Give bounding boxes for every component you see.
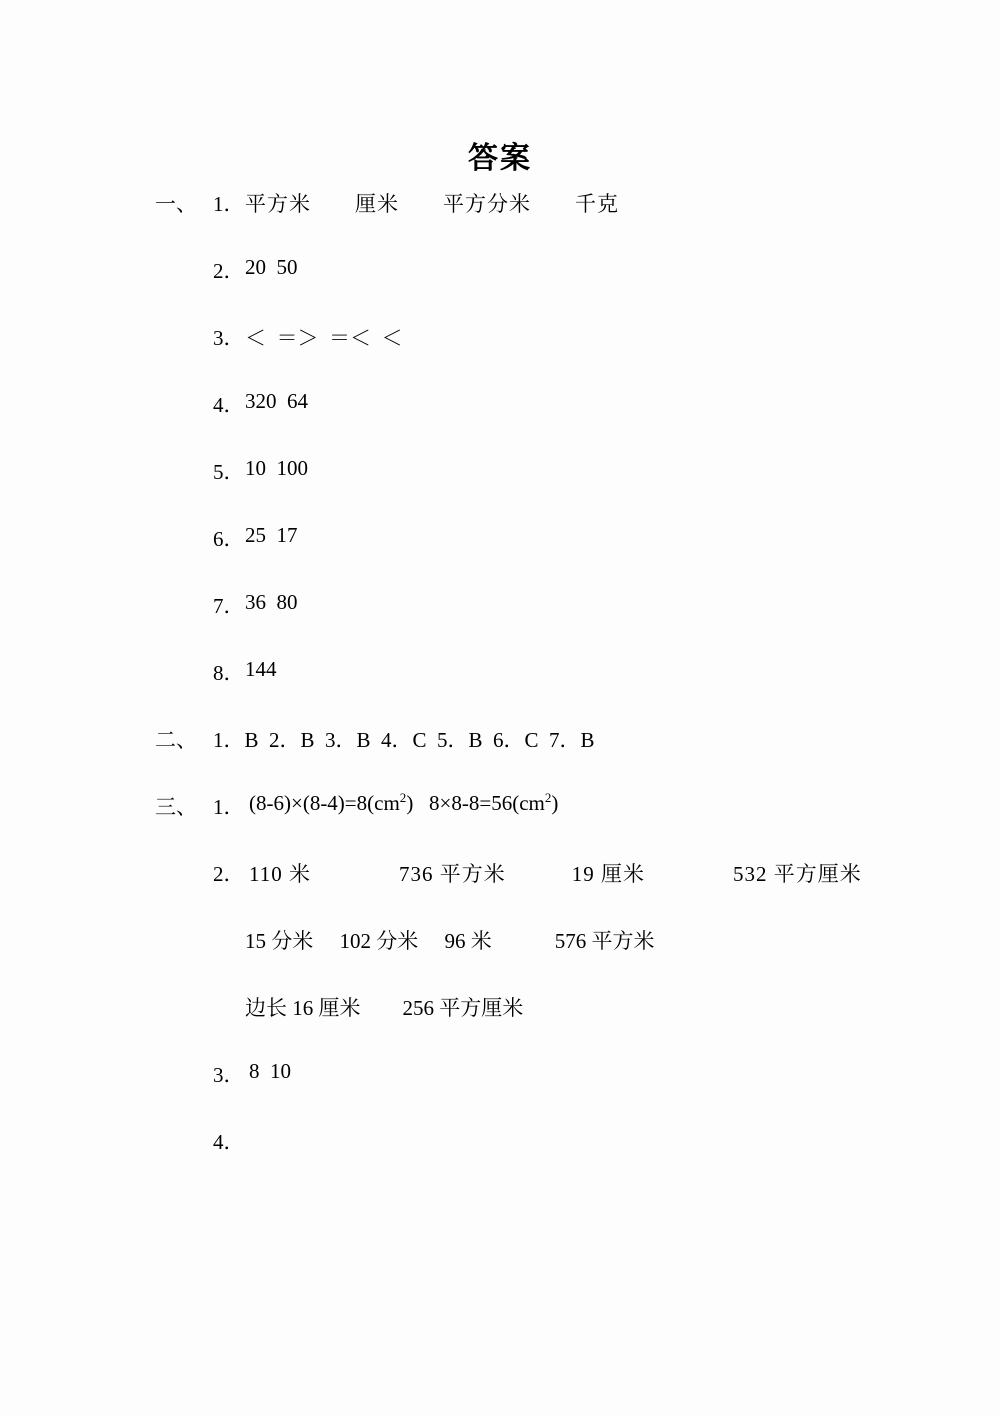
answer-row (155, 389, 955, 456)
item-answer: 25 17 (245, 523, 298, 547)
section-label-two: 二、 (155, 728, 197, 752)
item-answer: ＜ ＝＞ ＝＜ ＜ (245, 326, 403, 350)
item-answer: 36 80 (245, 590, 298, 614)
answer-row (155, 992, 955, 1059)
item-answer: 10 100 (245, 456, 308, 480)
item-number: 2． (213, 259, 245, 283)
item-answer-continued: 边长 16 厘米 256 平方厘米 (245, 996, 524, 1020)
answer-row (155, 925, 955, 992)
item-answer: 20 50 (245, 255, 298, 279)
item-answer: 平方米 厘米 平方分米 千克 (245, 192, 619, 216)
item-answer: 320 64 (245, 389, 308, 413)
answer-row (155, 456, 955, 523)
item-number: 7． (213, 594, 245, 618)
item-number: 1． (213, 795, 245, 819)
item-answer-continued: 15 分米 102 分米 96 米 576 平方米 (245, 929, 655, 953)
answer-row (155, 791, 955, 858)
item-answer: 110 米 736 平方米 19 厘米 532 平方厘米 (249, 862, 862, 886)
formula-part-1: (8-6)×(8-4)=8(cm (249, 791, 400, 815)
item-number: 5． (213, 460, 245, 484)
multiple-choice-answers: 1．B 2．B 3．B 4．C 5．B 6．C 7．B (213, 728, 595, 752)
item-answer: 144 (245, 657, 277, 681)
item-answer: 8 10 (249, 1059, 291, 1083)
answer-row (155, 590, 955, 657)
formula-part-2: ) 8×8-8=56(cm (406, 791, 545, 815)
answer-row (155, 322, 955, 389)
item-number: 8． (213, 661, 245, 685)
item-number: 4． (213, 393, 245, 417)
answer-row (155, 858, 955, 925)
answers-body (155, 188, 955, 1193)
answer-row (155, 188, 955, 255)
section-label-one: 一、 (155, 192, 197, 216)
answer-row (155, 255, 955, 322)
item-number: 2． (213, 862, 245, 886)
answer-row (155, 1059, 955, 1126)
answer-row (155, 724, 955, 791)
superscript-2: 2 (544, 790, 552, 805)
answer-row (155, 1126, 955, 1193)
item-number: 3． (213, 1063, 245, 1087)
item-answer (249, 791, 558, 816)
superscript-1: 2 (399, 790, 407, 805)
item-number: 1． (213, 192, 245, 216)
answer-row (155, 523, 955, 590)
item-number: 4． (213, 1130, 245, 1154)
page-title: 答案 (468, 141, 532, 176)
item-number: 6． (213, 527, 245, 551)
formula-part-3: ) (551, 791, 559, 815)
answer-row (155, 657, 955, 724)
item-number: 3． (213, 326, 245, 350)
section-label-three: 三、 (155, 795, 197, 819)
